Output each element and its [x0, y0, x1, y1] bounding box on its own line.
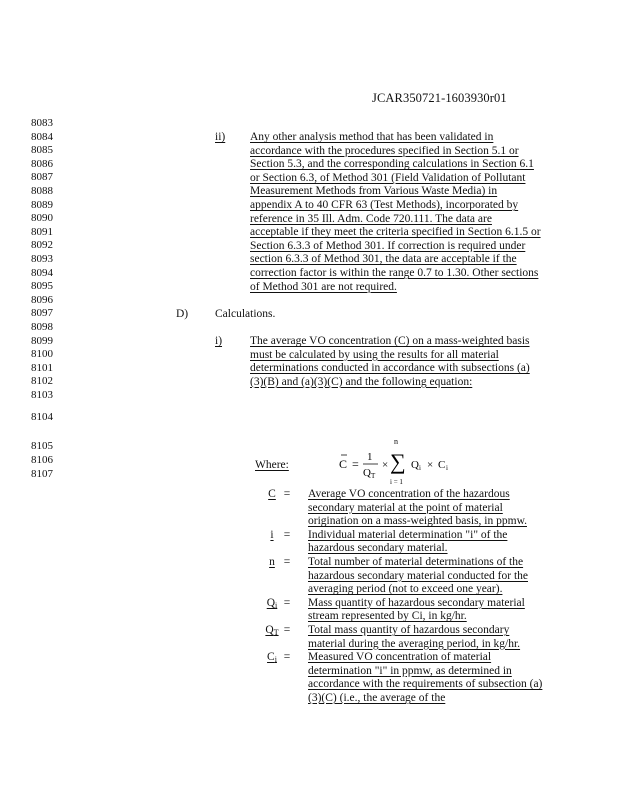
formula-equals: =: [352, 457, 359, 471]
definition-equals: =: [283, 651, 291, 664]
line-number: 8084: [31, 130, 53, 143]
definition-text: Total mass quantity of hazardous secondary material during the averaging period, in kg/hr.: [308, 623, 521, 650]
symbol-sub: i: [274, 655, 277, 665]
line-number: 8097: [31, 307, 53, 320]
definition-text: Mass quantity of hazardous secondary material stream represented by Ci, in kg/hr.: [308, 596, 525, 623]
symbol-letter: Q: [265, 623, 274, 636]
section-d-marker: D): [176, 308, 189, 320]
item-ii-paragraph: Any other analysis method that has been validated in accordance with the procedures specified in Section 5.1 or Section 5.3, and the corresponding calculations in Section 6.1 or Section 6.3, of Method 301 (Field Validation of Pollutant Measurement Methods from Various Waste Media) in appendix A to 40 CFR 63 (Test Methods), incorporated by reference in 35 Ill. Adm. Code 720.111. The data are acceptable if they meet the criteria specified in Section 6.1.5 or Section 6.3.3 of Method 301. If correction is required under section 6.3.3 of Method 301, the data are acceptable if the correction factor is within the range 0.7 to 1.30. Other sections of Method 301 are not required.: [250, 131, 541, 293]
definition-equals: =: [283, 623, 291, 636]
line-number: 8100: [31, 348, 53, 361]
line-number: 8086: [31, 157, 53, 170]
definition-row: [257, 651, 547, 705]
definition-text: Total number of material determinations of the hazardous secondary material conducted for the averaging period (not to exceed one year).: [308, 555, 528, 596]
line-number: 8090: [31, 212, 53, 225]
line-number: 8088: [31, 184, 53, 197]
sigma-symbol: ∑: [390, 449, 406, 474]
line-number: 8106: [31, 454, 53, 467]
item-i-paragraph: The average VO concentration (C) on a mass-weighted basis must be calculated by using the results for all material determinations conducted in accordance with subsections (a)(3)(B) and (a)(3)(C) and the following equation:: [250, 335, 530, 388]
document-id-header: JCAR350721-1603930r01: [372, 91, 507, 105]
definition-text: Individual material determination "i" of the hazardous secondary material.: [308, 528, 508, 555]
symbol-sub: i: [275, 600, 278, 610]
line-number: 8096: [31, 293, 53, 306]
line-number: 8083: [31, 117, 53, 129]
line-number: 8105: [31, 440, 53, 453]
line-number: 8094: [31, 266, 53, 279]
symbol-sub: T: [273, 627, 279, 637]
definition-text: Measured VO concentration of material determination "i" in ppmw, as determined in accordance with the requirements of subsection (a)(3)(C) (i.e., the average of the: [308, 651, 543, 704]
line-number: 8101: [31, 361, 53, 374]
definition-row: [257, 597, 547, 624]
formula-lhs: C: [339, 457, 348, 471]
formula-term-2-sub: i: [446, 464, 448, 472]
line-number: 8102: [31, 375, 53, 388]
formula-term-2: C: [438, 459, 446, 471]
formula-frac-num: 1: [367, 451, 373, 463]
formula-times-1: ×: [382, 459, 389, 471]
definition-row: [257, 624, 547, 651]
line-number-column: [31, 117, 71, 481]
definition-row: [257, 488, 547, 529]
formula-term-1: Q: [411, 459, 419, 471]
formula-sum-upper: n: [394, 437, 398, 446]
symbol-letter: n: [269, 555, 275, 568]
line-number: 8103: [31, 388, 53, 401]
line-number: 8085: [31, 144, 53, 157]
symbol-letter: i: [270, 528, 274, 541]
definition-equals: =: [283, 528, 291, 541]
definition-equals: =: [283, 555, 291, 568]
formula-frac-den-sub: T: [371, 472, 376, 480]
definition-equals: =: [283, 488, 291, 500]
where-label: Where:: [255, 459, 289, 471]
item-i-marker: i): [215, 335, 223, 347]
line-number: 8098: [31, 320, 53, 333]
line-number: 8107: [31, 467, 53, 480]
line-number: 8093: [31, 252, 53, 265]
line-number: 8089: [31, 198, 53, 211]
symbol-letter: Q: [266, 596, 276, 609]
formula-frac-den: Q: [363, 467, 371, 479]
line-number: 8095: [31, 280, 53, 293]
definition-row: [257, 556, 547, 597]
definition-row: [257, 529, 547, 556]
symbol-letter: C: [267, 651, 275, 664]
section-d-title: Calculations.: [215, 308, 276, 320]
line-number: 8091: [31, 225, 53, 238]
variable-definitions-list: [257, 488, 547, 706]
definition-equals: =: [283, 596, 291, 609]
formula-sum-lower: i = 1: [390, 478, 403, 486]
line-number: 8104: [31, 411, 53, 424]
definition-text: Average VO concentration of the hazardous secondary material at the point of material origination on a mass-weighted basis, in ppmw.: [308, 488, 527, 528]
formula-times-2: ×: [427, 459, 434, 471]
formula-term-1-sub: i: [419, 464, 421, 472]
line-number: 8099: [31, 334, 53, 347]
symbol-letter: C: [268, 488, 276, 500]
line-number: 8087: [31, 171, 53, 184]
line-number: 8092: [31, 239, 53, 252]
item-ii-marker: ii): [215, 131, 226, 143]
average-concentration-formula: [339, 432, 499, 492]
